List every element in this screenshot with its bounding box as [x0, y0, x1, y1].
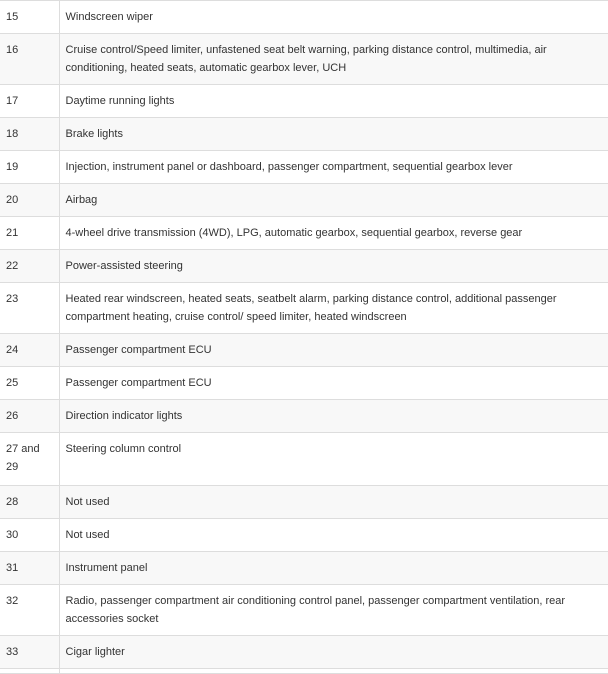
fuse-number: 28	[0, 486, 59, 519]
fuse-number: 32	[0, 585, 59, 636]
table-row	[0, 552, 608, 585]
table-row	[0, 486, 608, 519]
table-row	[0, 1, 608, 34]
fuse-number: 17	[0, 85, 59, 118]
fuse-description: Not used	[59, 486, 608, 519]
fuse-number: 19	[0, 151, 59, 184]
table-row	[0, 34, 608, 85]
fuse-description: Radio, passenger compartment air conditioning control panel, passenger compartment ventilation, rear accessories socket	[59, 585, 608, 636]
fuse-description: Steering column control	[59, 433, 608, 486]
table-row	[0, 519, 608, 552]
table-row	[0, 184, 608, 217]
fuse-description: Not used	[59, 519, 608, 552]
table-row	[0, 367, 608, 400]
fuse-description-empty	[59, 669, 608, 674]
fuse-number: 26	[0, 400, 59, 433]
fuse-number: 31	[0, 552, 59, 585]
fuse-number: 22	[0, 250, 59, 283]
fuse-number: 23	[0, 283, 59, 334]
table-row	[0, 400, 608, 433]
fuse-number: 20	[0, 184, 59, 217]
table-row	[0, 118, 608, 151]
fuse-description: 4-wheel drive transmission (4WD), LPG, automatic gearbox, sequential gearbox, reverse gear	[59, 217, 608, 250]
table-row	[0, 636, 608, 669]
fuse-number: 16	[0, 34, 59, 85]
fuse-description: Injection, instrument panel or dashboard, passenger compartment, sequential gearbox lever	[59, 151, 608, 184]
fuse-number: 30	[0, 519, 59, 552]
fuse-number: 25	[0, 367, 59, 400]
table-row	[0, 585, 608, 636]
fuse-description: Passenger compartment ECU	[59, 367, 608, 400]
fuse-description: Airbag	[59, 184, 608, 217]
fuse-number: 33	[0, 636, 59, 669]
fuse-description: Cigar lighter	[59, 636, 608, 669]
fuse-number-empty	[0, 669, 59, 674]
table-row-partial	[0, 669, 608, 674]
table-row	[0, 334, 608, 367]
fuse-description: Daytime running lights	[59, 85, 608, 118]
fuse-description: Brake lights	[59, 118, 608, 151]
fuse-number: 18	[0, 118, 59, 151]
fuse-number: 27 and 29	[0, 433, 59, 486]
fuse-description: Power-assisted steering	[59, 250, 608, 283]
table-row	[0, 283, 608, 334]
fuse-number: 21	[0, 217, 59, 250]
table-row	[0, 217, 608, 250]
fuse-description: Cruise control/Speed limiter, unfastened seat belt warning, parking distance control, multimedia, air conditioning, heated seats, automatic gearbox lever, UCH	[59, 34, 608, 85]
table-row	[0, 433, 608, 486]
fuse-description: Direction indicator lights	[59, 400, 608, 433]
fuse-description: Instrument panel	[59, 552, 608, 585]
fuse-description: Passenger compartment ECU	[59, 334, 608, 367]
fuse-number: 15	[0, 1, 59, 34]
table-row	[0, 85, 608, 118]
fuse-description: Heated rear windscreen, heated seats, seatbelt alarm, parking distance control, additional passenger compartment heating, cruise control/ speed limiter, heated windscreen	[59, 283, 608, 334]
fuse-description: Windscreen wiper	[59, 1, 608, 34]
table-row	[0, 151, 608, 184]
fuse-number: 24	[0, 334, 59, 367]
table-row	[0, 250, 608, 283]
fuse-table-body	[0, 1, 608, 674]
